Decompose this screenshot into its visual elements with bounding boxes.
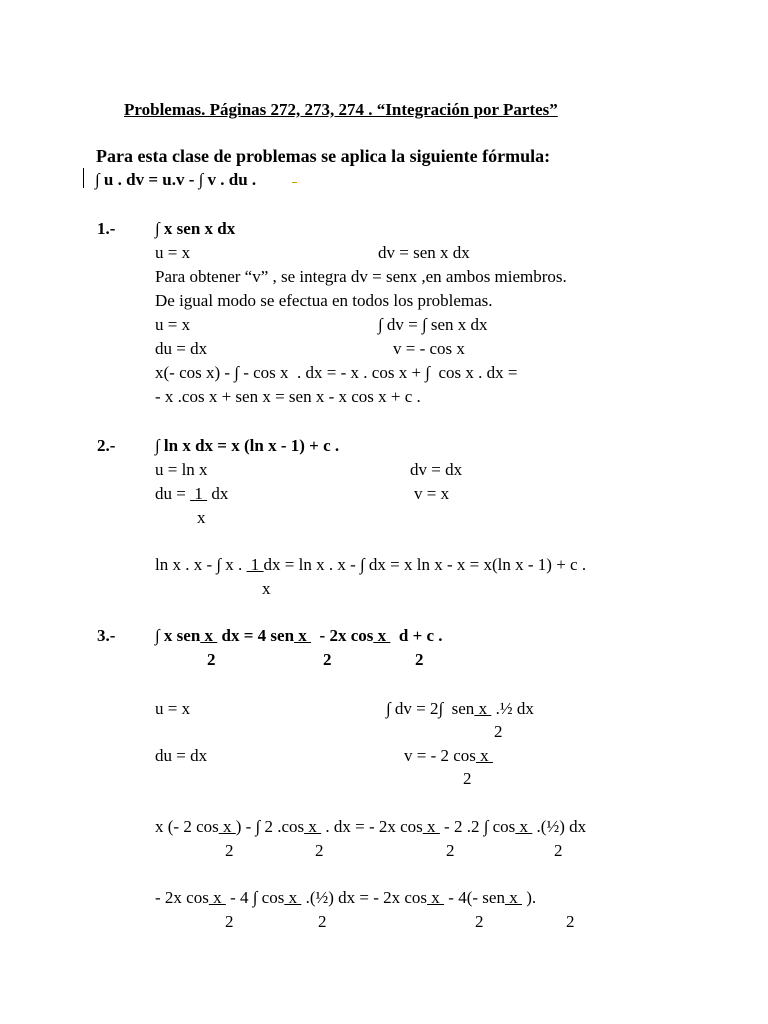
p1-explanation-1: Para obtener “v” , se integra dv = senx ,en ambos miembros. [155,267,567,286]
p1-integrate-dv: ∫ dv = ∫ sen x dx [378,315,488,334]
p2-result-denominator: x [262,579,271,598]
p2-du-numerator: 1 [190,484,208,503]
problem-3-statement: ∫ x sen x dx = 4 sen x - 2x cos x d + c . [155,626,443,645]
problem-2-statement: ∫ ln x dx = x (ln x - 1) + c . [155,436,340,455]
p3-step-1-den-3: 2 [446,841,455,860]
p1-dv: dv = sen x dx [378,243,470,262]
p1-u-again: u = x [155,315,191,334]
p3-dv-den: 2 [494,722,503,741]
intro-text: Para esta clase de problemas se aplica la siguiente fórmula: [96,146,551,166]
p3-integrate-dv: ∫ dv = 2∫ sen x .½ dx [386,699,534,718]
text-cursor [83,168,84,188]
p2-du-denominator: x [197,508,206,527]
p2-dv: dv = dx [410,460,463,479]
p3-step-2-den-4: 2 [566,912,575,931]
p2-u: u = ln x [155,460,208,479]
p3-step-2-den-2: 2 [318,912,327,931]
p2-result: ln x . x - ∫ x . 1 dx = ln x . x - ∫ dx = x ln x - x = x(ln x - 1) + c . [155,555,587,574]
p3-step-1-den-1: 2 [225,841,234,860]
p2-result-numerator: 1 [246,555,264,574]
p1-v: v = - cos x [393,339,465,358]
problem-2-number: 2.- [97,436,116,455]
p2-v: v = x [414,484,450,503]
p1-result: - x .cos x + sen x = sen x - x cos x + c . [155,387,421,406]
p3-step-2: - 2x cos x - 4 ∫ cos x .(½) dx = - 2x cos x - 4(- sen x ). [155,888,537,907]
p3-du: du = dx [155,746,208,765]
p1-du: du = dx [155,339,208,358]
p3-den-3: 2 [415,650,424,669]
p3-den-1: 2 [207,650,216,669]
p3-step-2-den-3: 2 [475,912,484,931]
parts-formula: ∫ u . dv = u.v - ∫ v . du . [95,170,257,189]
spelling-mark [292,182,297,183]
p3-step-1-den-2: 2 [315,841,324,860]
p1-explanation-2: De igual modo se efectua en todos los problemas. [155,291,493,310]
p3-step-1-den-4: 2 [554,841,563,860]
p1-step-1: x(- cos x) - ∫ - cos x . dx = - x . cos x + ∫ cos x . dx = [155,363,518,382]
p3-u: u = x [155,699,191,718]
problem-3-number: 3.- [97,626,116,645]
p2-du: du = 1 dx [155,484,229,503]
p3-v: v = - 2 cos x [404,746,493,765]
p1-u: u = x [155,243,191,262]
p3-den-2: 2 [323,650,332,669]
problem-1-statement: ∫ x sen x dx [155,219,236,238]
p3-v-den: 2 [463,769,472,788]
p3-step-2-den-1: 2 [225,912,234,931]
problem-1-number: 1.- [97,219,116,238]
page-title: Problemas. Páginas 272, 273, 274 . “Integración por Partes” [124,100,558,119]
p3-step-1: x (- 2 cos x ) - ∫ 2 .cos x . dx = - 2x cos x - 2 .2 ∫ cos x .(½) dx [155,817,587,836]
